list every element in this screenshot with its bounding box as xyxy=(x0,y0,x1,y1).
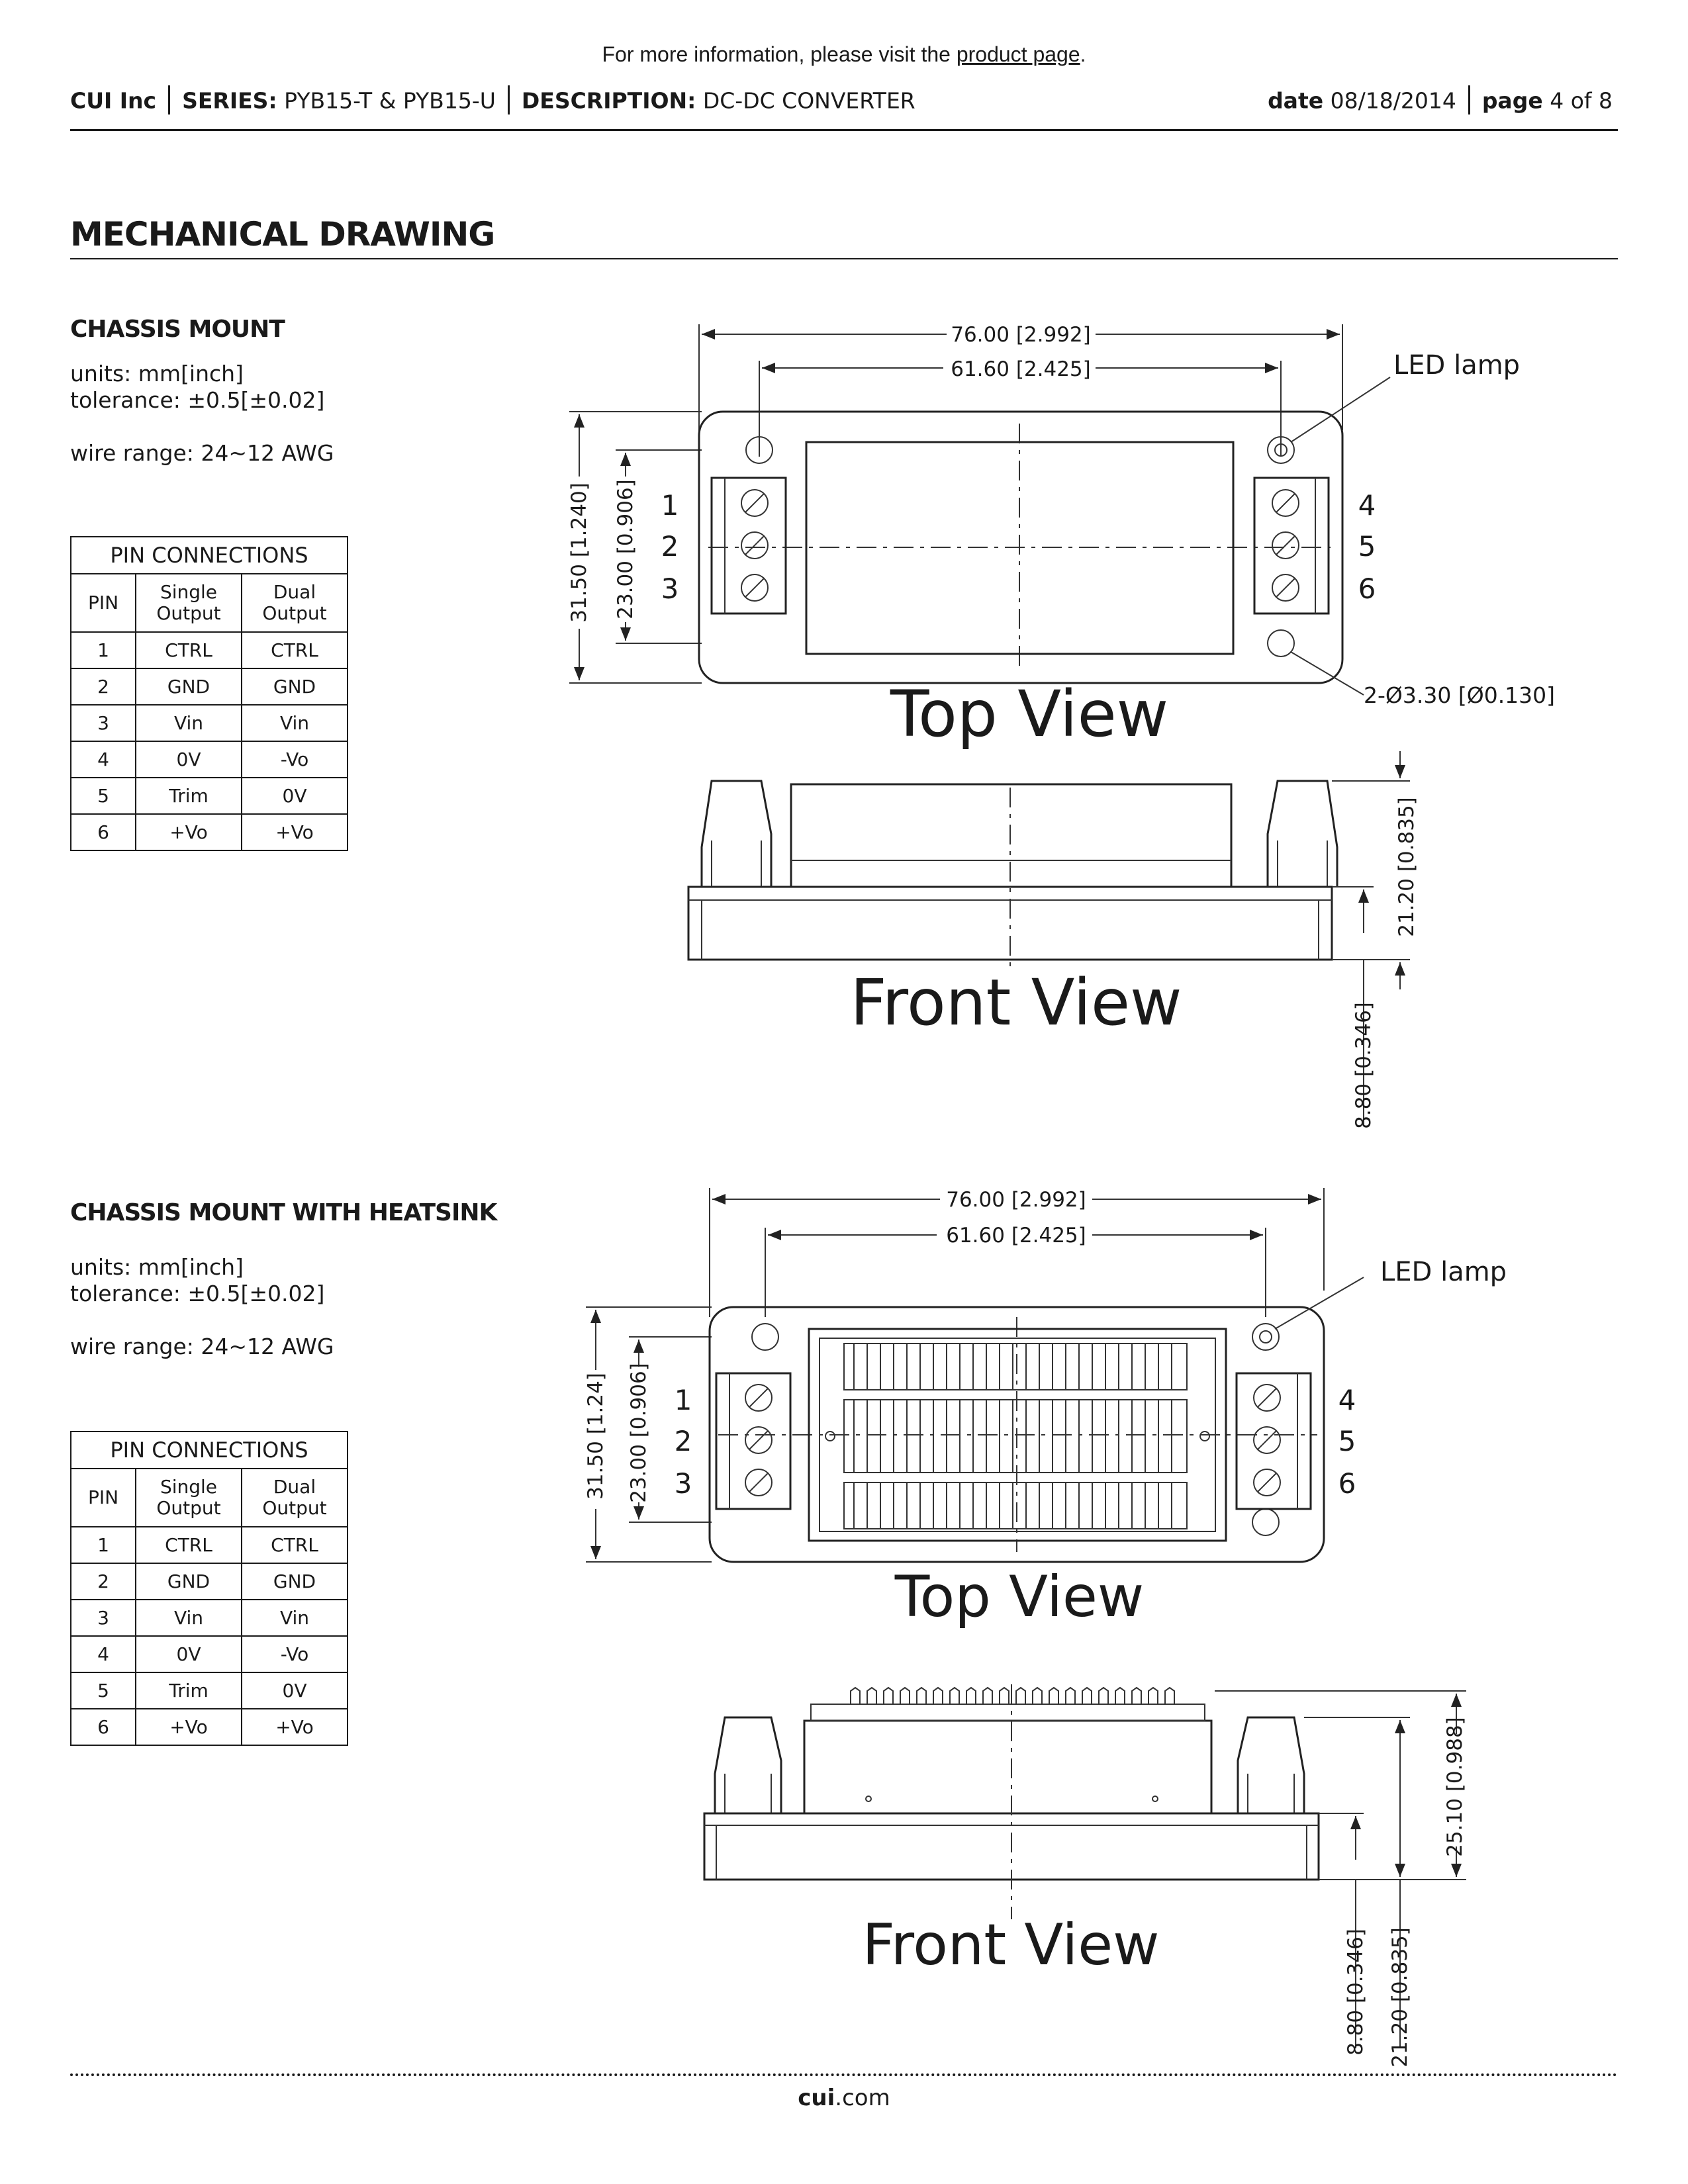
dim-base-height: 8.80 [0.346] xyxy=(1352,1002,1376,1129)
table-header-single: Single Output xyxy=(136,574,242,632)
pin-number: 2 xyxy=(674,1425,692,1457)
front-view-label: Front View xyxy=(850,966,1182,1040)
pin-cell: 3 xyxy=(71,1600,136,1636)
pin-cell: 2 xyxy=(71,1563,136,1600)
single-cell: +Vo xyxy=(136,1709,242,1745)
pin-cell: 4 xyxy=(71,1636,136,1672)
series-value: PYB15-T & PYB15-U xyxy=(284,87,496,114)
dual-cell: 0V xyxy=(242,1672,348,1709)
dual-cell: CTRL xyxy=(242,1527,348,1563)
footer xyxy=(0,2085,1688,2111)
page-label: page xyxy=(1481,87,1543,114)
pin-cell: 5 xyxy=(71,1672,136,1709)
pin-cell: 3 xyxy=(71,705,136,741)
dual-cell: GND xyxy=(242,668,348,705)
pin-cell: 6 xyxy=(71,814,136,850)
pin-number: 6 xyxy=(1358,572,1376,605)
heatsink-tolerance: tolerance: ±0.5[±0.02] xyxy=(70,1281,325,1306)
dual-cell: CTRL xyxy=(242,632,348,668)
chassis-mount-units: units: mm[inch] xyxy=(70,361,244,387)
pin-number: 4 xyxy=(1358,489,1376,522)
footer-domain: .com xyxy=(835,2085,890,2111)
series-label: SERIES: xyxy=(182,87,277,114)
pin-number: 5 xyxy=(1338,1425,1356,1457)
single-cell: GND xyxy=(136,668,242,705)
dual-cell: 0V xyxy=(242,778,348,814)
company-name: CUI Inc xyxy=(70,87,157,114)
single-cell: Trim xyxy=(136,1672,242,1709)
dual-cell: GND xyxy=(242,1563,348,1600)
chassis-mount-tolerance: tolerance: ±0.5[±0.02] xyxy=(70,387,325,413)
chassis-mount-wire-range: wire range: 24~12 AWG xyxy=(70,440,334,466)
date-value: 08/18/2014 xyxy=(1330,87,1456,114)
table-header-single: Single Output xyxy=(136,1469,242,1527)
pin-number: 2 xyxy=(661,530,679,563)
heatsink-top-view xyxy=(584,1188,1507,1630)
single-cell: CTRL xyxy=(136,632,242,668)
table-row xyxy=(71,1672,348,1709)
section-title: MECHANICAL DRAWING xyxy=(70,215,495,253)
pin-number: 4 xyxy=(1338,1384,1356,1416)
dim-hole-spacing: 61.60 [2.425] xyxy=(951,357,1091,381)
heatsink-fins xyxy=(854,1343,1172,1529)
dual-cell: +Vo xyxy=(242,1709,348,1745)
pin-cell: 1 xyxy=(71,1527,136,1563)
single-cell: Vin xyxy=(136,705,242,741)
pin-number: 3 xyxy=(674,1467,692,1500)
pin-cell: 2 xyxy=(71,668,136,705)
single-cell: Trim xyxy=(136,778,242,814)
top-note-suffix: . xyxy=(1080,42,1086,66)
single-cell: +Vo xyxy=(136,814,242,850)
pin-number: 1 xyxy=(661,489,679,522)
led-lamp-label: LED lamp xyxy=(1380,1257,1507,1287)
dim-height: 31.50 [1.24] xyxy=(584,1373,608,1500)
table-header-dual: Dual Output xyxy=(242,1469,348,1527)
dual-cell: +Vo xyxy=(242,814,348,850)
hole-label: 2-Ø3.30 [Ø0.130] xyxy=(1364,682,1556,708)
dim-inner-height: 23.00 [0.906] xyxy=(614,479,637,619)
pin-cell: 6 xyxy=(71,1709,136,1745)
dual-cell: -Vo xyxy=(242,741,348,778)
pin-cell: 1 xyxy=(71,632,136,668)
table-title: PIN CONNECTIONS xyxy=(71,1432,348,1469)
dim-base-height: 8.80 [0.346] xyxy=(1344,1929,1368,2056)
pin-number: 5 xyxy=(1358,530,1376,563)
dim-body-height: 21.20 [0.835] xyxy=(1388,1927,1412,2068)
dim-width: 76.00 [2.992] xyxy=(951,323,1091,347)
top-note-prefix: For more information, please visit the xyxy=(602,42,957,66)
pin-cell: 5 xyxy=(71,778,136,814)
description-label: DESCRIPTION: xyxy=(521,87,696,114)
pin-connections-table xyxy=(70,1431,348,1746)
dim-total-height: 25.10 [0.988] xyxy=(1443,1717,1467,1857)
chassis-mount-title: CHASSIS MOUNT xyxy=(70,316,285,343)
pin-number: 1 xyxy=(674,1384,692,1416)
description-value: DC-DC CONVERTER xyxy=(702,87,915,114)
pin-number: 3 xyxy=(661,572,679,605)
chassis-mount-top-view xyxy=(567,323,1555,751)
footer-brand: cui xyxy=(798,2085,835,2111)
dim-total-height: 21.20 [0.835] xyxy=(1395,797,1419,937)
table-row xyxy=(71,1527,348,1563)
heatsink-front-view xyxy=(704,1684,1467,2068)
page-value: 4 of 8 xyxy=(1550,87,1613,114)
led-lamp-label: LED lamp xyxy=(1393,350,1521,381)
date-label: date xyxy=(1268,87,1324,114)
single-cell: 0V xyxy=(136,741,242,778)
dim-hole-spacing: 61.60 [2.425] xyxy=(946,1224,1086,1248)
top-view-label: Top View xyxy=(894,1564,1145,1630)
front-view-label: Front View xyxy=(862,1912,1160,1978)
heatsink-wire-range: wire range: 24~12 AWG xyxy=(70,1334,334,1359)
table-title: PIN CONNECTIONS xyxy=(71,537,348,574)
heatsink-title: CHASSIS MOUNT WITH HEATSINK xyxy=(70,1199,497,1226)
product-page-link[interactable]: product page xyxy=(956,42,1080,66)
table-row xyxy=(71,1563,348,1600)
pin-cell: 4 xyxy=(71,741,136,778)
pin-number: 6 xyxy=(1338,1467,1356,1500)
dual-cell: -Vo xyxy=(242,1636,348,1672)
table-header-pin: PIN xyxy=(71,574,136,632)
dual-cell: Vin xyxy=(242,1600,348,1636)
single-cell: 0V xyxy=(136,1636,242,1672)
table-header-dual: Dual Output xyxy=(242,574,348,632)
single-cell: GND xyxy=(136,1563,242,1600)
table-row xyxy=(71,1709,348,1745)
chassis-mount-front-view xyxy=(688,751,1419,1129)
table-header-pin: PIN xyxy=(71,1469,136,1527)
table-row xyxy=(71,1636,348,1672)
dim-inner-height: 23.00 [0.906] xyxy=(627,1363,651,1503)
table-row xyxy=(71,1600,348,1636)
footer-divider xyxy=(70,2073,1618,2076)
top-view-label: Top View xyxy=(890,677,1169,751)
single-cell: CTRL xyxy=(136,1527,242,1563)
dim-width: 76.00 [2.992] xyxy=(946,1188,1086,1212)
dual-cell: Vin xyxy=(242,705,348,741)
dim-height: 31.50 [1.240] xyxy=(567,482,591,623)
heatsink-units: units: mm[inch] xyxy=(70,1254,244,1280)
single-cell: Vin xyxy=(136,1600,242,1636)
